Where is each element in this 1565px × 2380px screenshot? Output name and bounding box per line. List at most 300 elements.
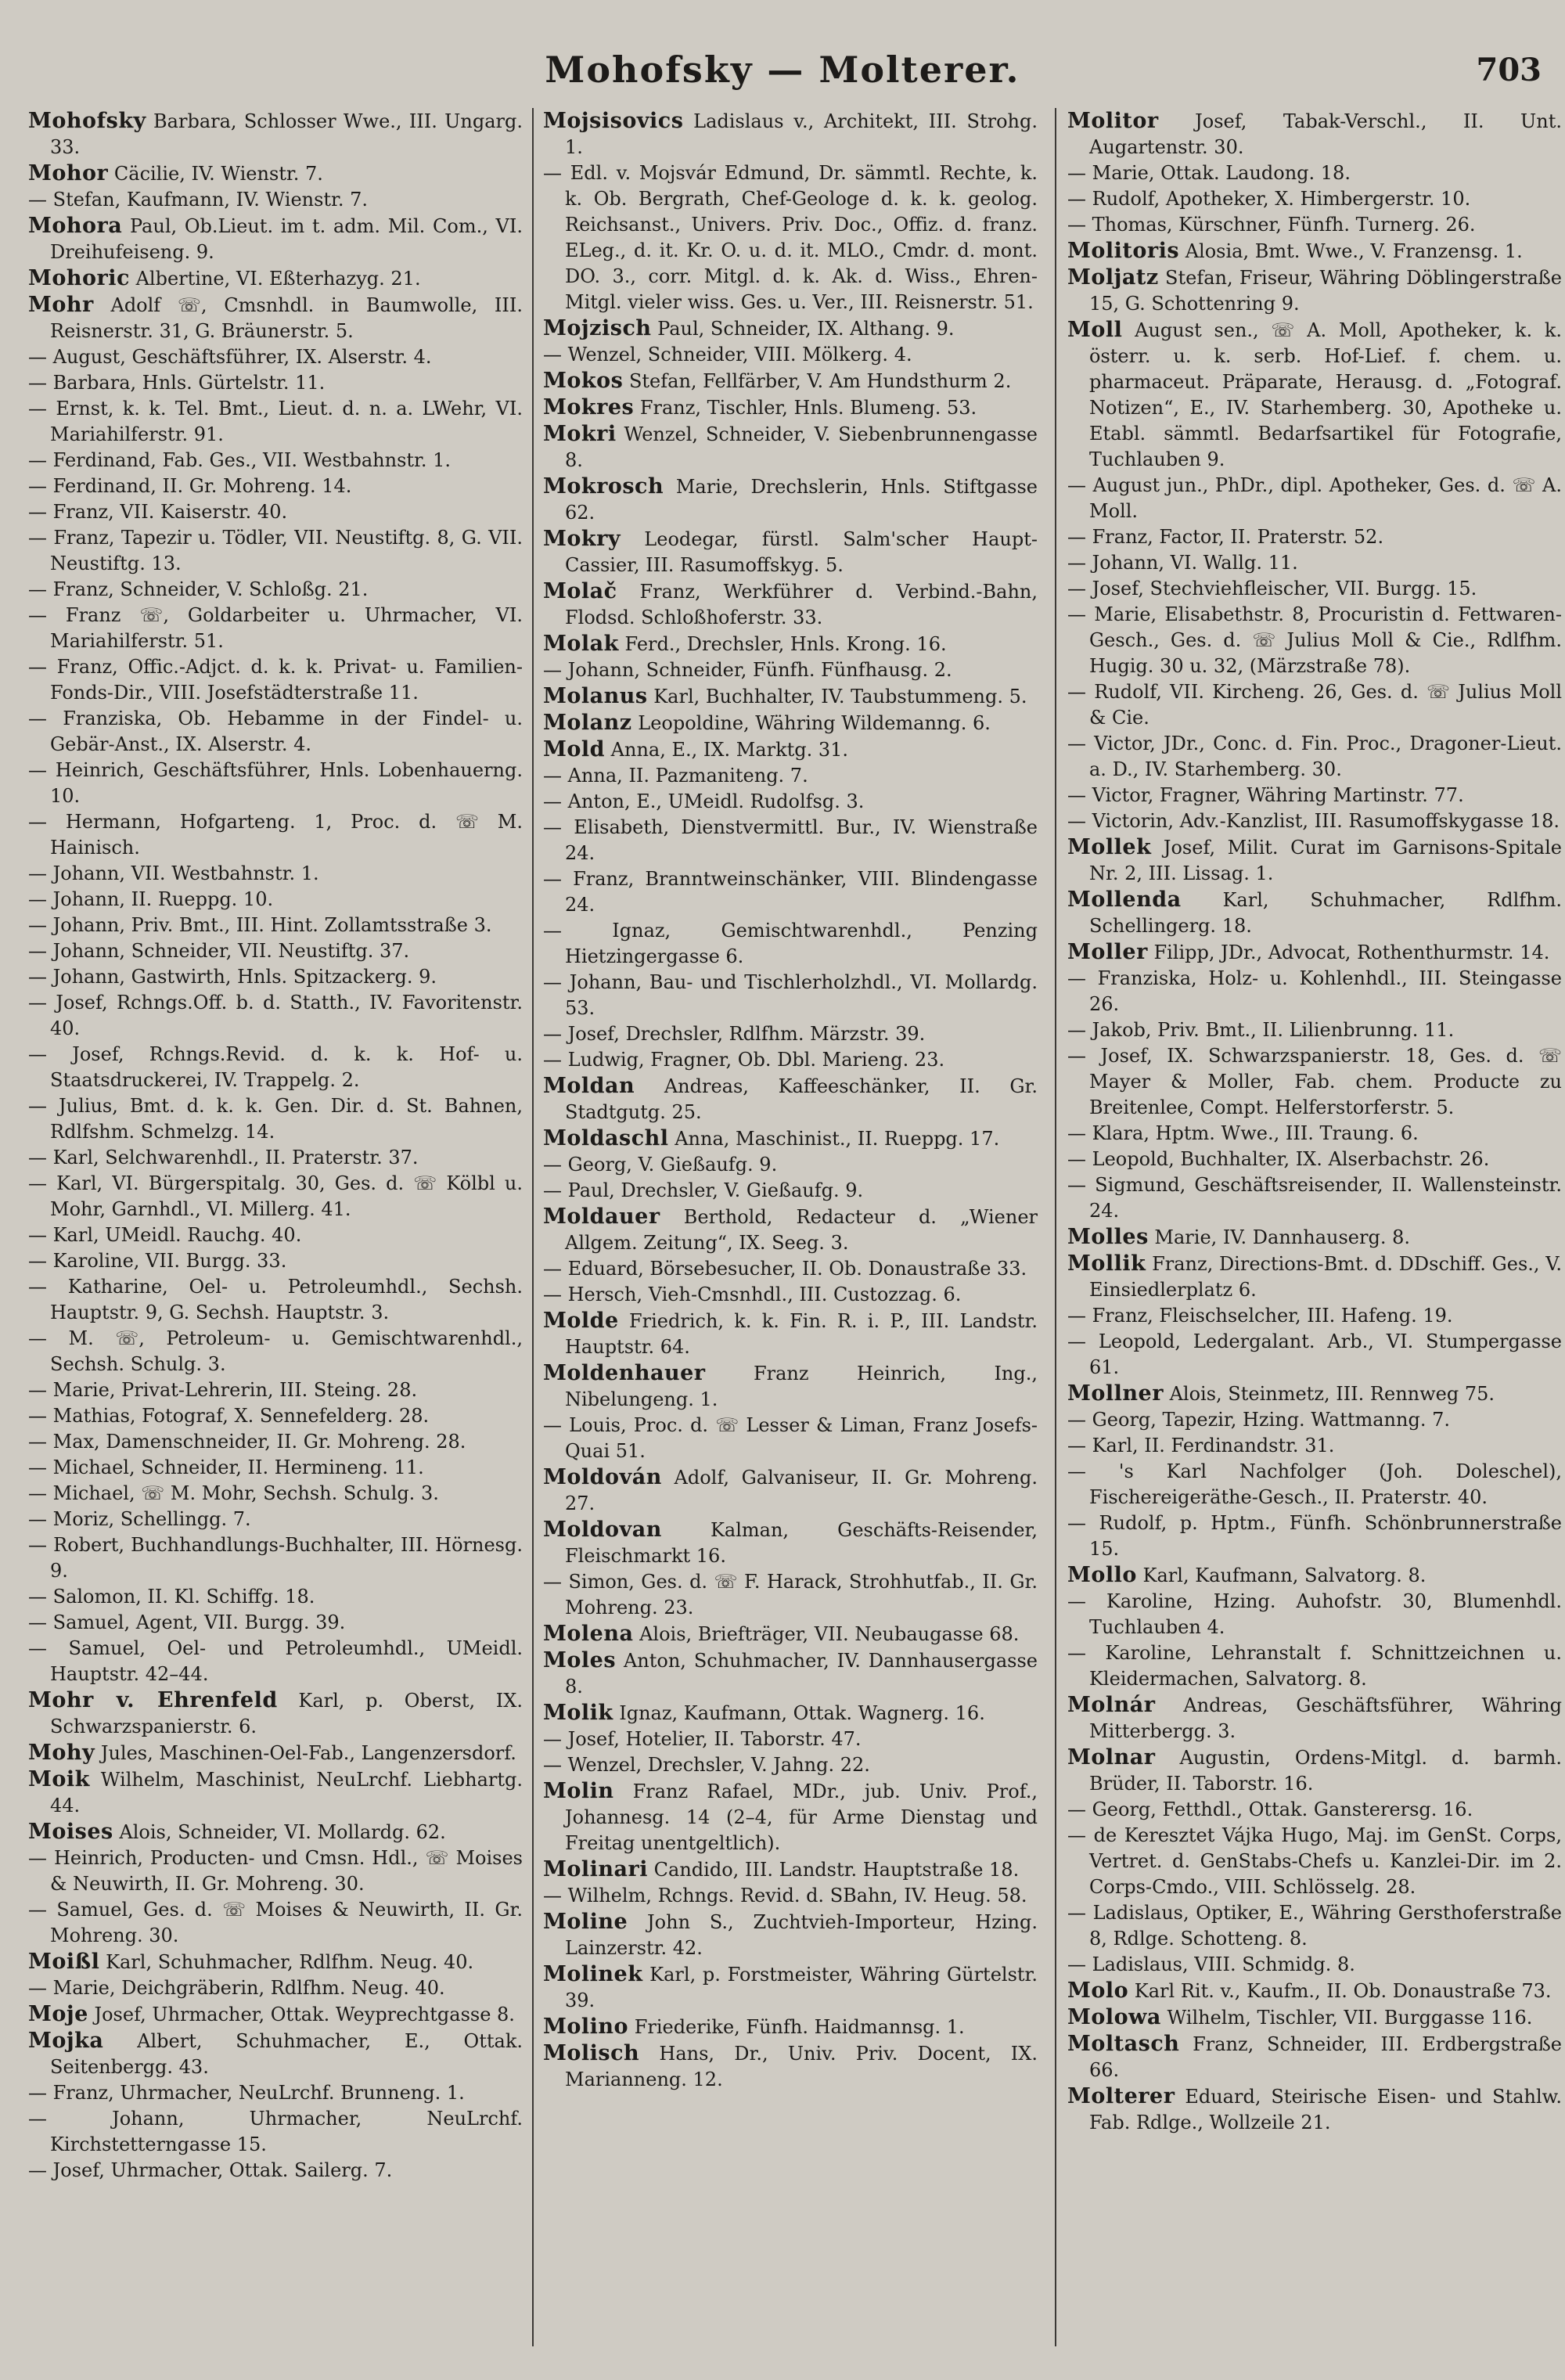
entry-details: — Heinrich, Producten- und Cmsn. Hdl., ☏ Moises & Neuwirth, II. Gr. Mohreng. 30.	[28, 1847, 523, 1895]
entry-details: — Samuel, Agent, VII. Burgg. 39.	[28, 1611, 346, 1633]
entry-details: — Thomas, Kürschner, Fünfh. Turnerg. 26.	[1067, 214, 1476, 236]
entry-details: — Karl, VI. Bürgerspitalg. 30, Ges. d. ☏ Kölbl u. Mohr, Garnhdl., VI. Millerg. 41.	[28, 1172, 523, 1220]
entry-details: — Karoline, VII. Burgg. 33.	[28, 1250, 287, 1272]
directory-entry	[543, 1125, 1038, 1152]
entry-details: Alosia, Bmt. Wwe., V. Franzensg. 1.	[1179, 240, 1523, 262]
entry-surname: Molnár	[1067, 1693, 1156, 1717]
entry-details: — Anna, II. Pazmaniteng. 7.	[543, 765, 808, 787]
entry-details: Paul, Schneider, IX. Althang. 9.	[651, 318, 955, 340]
entry-details: — Wenzel, Schneider, VIII. Mölkerg. 4.	[543, 344, 912, 365]
entry-details: — Georg, Tapezir, Hzing. Wattmanng. 7.	[1067, 1409, 1450, 1431]
directory-entry	[543, 1517, 1038, 1569]
directory-entry	[28, 2001, 523, 2028]
directory-entry	[28, 1975, 523, 2001]
entry-details: — Johann, II. Rueppg. 10.	[28, 888, 274, 910]
directory-entry	[28, 370, 523, 396]
entry-details: — Heinrich, Geschäftsführer, Hnls. Lobenhauerng. 10.	[28, 759, 523, 807]
entry-surname: Molnar	[1067, 1745, 1156, 1770]
entry-surname: Moje	[28, 2002, 88, 2026]
directory-entry	[28, 809, 523, 861]
entry-details: Josef, Uhrmacher, Ottak. Weyprechtgasse 8.	[88, 2004, 515, 2025]
column-2	[543, 108, 1038, 2362]
entry-details: — Louis, Proc. d. ☏ Lesser & Liman, Franz Josefs-Quai 51.	[543, 1414, 1038, 1462]
entry-details: — Marie, Privat-Lehrerin, III. Steing. 28.	[28, 1379, 418, 1401]
entry-details: — Franziska, Holz- u. Kohlenhdl., III. Steingasse 26.	[1067, 967, 1562, 1015]
directory-entry	[28, 265, 523, 292]
entry-details: Friedrich, k. k. Fin. R. i. P., III. Landstr. Hauptstr. 64.	[565, 1310, 1038, 1358]
directory-entry	[28, 2080, 523, 2106]
entry-surname: Moldenhauer	[543, 1361, 706, 1385]
entry-details: Alois, Briefträger, VII. Neubaugasse 68.	[633, 1623, 1020, 1645]
directory-entry	[1067, 186, 1562, 212]
directory-entry	[28, 473, 523, 499]
directory-entry	[28, 1845, 523, 1897]
entry-surname: Mollner	[1067, 1381, 1164, 1406]
entry-details: Berthold, Redacteur d. „Wiener Allgem. Zeitung“, IX. Seeg. 3.	[565, 1206, 1038, 1254]
directory-entry	[543, 2014, 1038, 2040]
entry-details: Filipp, JDr., Advocat, Rothenthurmstr. 14.	[1147, 942, 1550, 963]
directory-entry	[28, 1610, 523, 1636]
directory-entry	[543, 526, 1038, 578]
directory-entry	[28, 1377, 523, 1403]
entry-surname: Moldan	[543, 1074, 635, 1098]
entry-details: — Marie, Ottak. Laudong. 18.	[1067, 162, 1351, 184]
directory-entry	[1067, 1797, 1562, 1823]
entry-details: Leodegar, fürstl. Salm'scher Haupt-Cassier, III. Rasumoffskyg. 5.	[565, 528, 1038, 576]
entry-surname: Molač	[543, 579, 617, 603]
entry-details: — Paul, Drechsler, V. Gießaufg. 9.	[543, 1179, 864, 1201]
directory-entry	[28, 1507, 523, 1532]
directory-entry	[543, 1856, 1038, 1883]
entry-details: Ignaz, Kaufmann, Ottak. Wagnerg. 16.	[613, 1702, 985, 1724]
directory-entry	[543, 1282, 1038, 1308]
entry-details: — Victor, Fragner, Währing Martinstr. 77.	[1067, 784, 1464, 806]
entry-details: — Wilhelm, Rchngs. Revid. d. SBahn, IV. Heug. 58.	[543, 1885, 1027, 1907]
directory-entry	[543, 683, 1038, 710]
directory-entry	[1067, 1172, 1562, 1224]
entry-details: — Franz, VII. Kaiserstr. 40.	[28, 501, 288, 523]
entry-details: Josef, Milit. Curat im Garnisons-Spitale Nr. 2, III. Lissag. 1.	[1089, 837, 1562, 884]
entry-details: Albert, Schuhmacher, E., Ottak. Seitenbergg. 43.	[50, 2030, 523, 2078]
entry-details: — Leopold, Ledergalant. Arb., VI. Stumpergasse 61.	[1067, 1330, 1562, 1378]
entry-details: Franz Rafael, MDr., jub. Univ. Prof., Johannesg. 14 (2–4, für Arme Dienstag und Freitag unentgeltlich).	[565, 1780, 1038, 1854]
directory-entry	[1067, 966, 1562, 1017]
entry-details: — Elisabeth, Dienstvermittl. Bur., IV. Wienstraße 24.	[543, 816, 1038, 864]
directory-entry	[28, 887, 523, 913]
entry-surname: Moljatz	[1067, 265, 1159, 290]
entry-details: — Eduard, Börsebesucher, II. Ob. Donaustraße 33.	[543, 1258, 1027, 1280]
entry-details: — Barbara, Hnls. Gürtelstr. 11.	[28, 372, 326, 394]
entry-details: — Johann, VI. Wallg. 11.	[1067, 552, 1298, 574]
entry-details: Candido, III. Landstr. Hauptstraße 18.	[648, 1859, 1020, 1881]
entry-details: — Georg, Fetthdl., Ottak. Gansterersg. 16.	[1067, 1799, 1473, 1820]
directory-entry	[1067, 265, 1562, 317]
directory-entry	[1067, 731, 1562, 783]
directory-entry	[1067, 783, 1562, 808]
directory-entry	[1067, 1823, 1562, 1900]
directory-entry	[1067, 939, 1562, 966]
directory-entry	[1067, 1459, 1562, 1510]
entry-details: — de Keresztet Vájka Hugo, Maj. im GenSt. Corps, Vertret. d. GenStabs-Chefs u. Kanzlei-Dir. im 2. Corps-Cmdo., VIII. Schlösselg. 28.	[1067, 1824, 1562, 1898]
directory-entry	[28, 1326, 523, 1377]
entry-surname: Molanz	[543, 711, 632, 735]
entry-details: — Franz, Tapezir u. Tödler, VII. Neustiftg. 8, G. VII. Neustiftg. 13.	[28, 527, 523, 574]
entry-details: — Josef, Rchngs.Revid. d. k. k. Hof- u. Staatsdruckerei, IV. Trappelg. 2.	[28, 1043, 523, 1091]
directory-entry	[543, 1647, 1038, 1700]
directory-entry	[28, 1949, 523, 1975]
directory-entry	[543, 1021, 1038, 1047]
directory-entry	[543, 394, 1038, 421]
entry-details: Eduard, Steirische Eisen- und Stahlw. Fab. Rdlge., Wollzeile 21.	[1089, 2086, 1562, 2133]
entry-details: — Josef, Drechsler, Rdlfhm. Märzstr. 39.	[543, 1023, 926, 1045]
entry-details: — 's Karl Nachfolger (Joh. Doleschel), Fischereigeräthe-Gesch., II. Praterstr. 40.	[1067, 1460, 1562, 1508]
entry-surname: Molena	[543, 1622, 634, 1646]
directory-entry	[1067, 1121, 1562, 1147]
entry-details: Karl, Schuhmacher, Rdlfhm. Neug. 40.	[99, 1951, 474, 1973]
entry-surname: Mohoric	[28, 266, 130, 290]
entry-surname: Mohr v. Ehrenfeld	[28, 1688, 278, 1712]
directory-entry	[1067, 1562, 1562, 1589]
directory-entry	[1067, 808, 1562, 834]
directory-entry	[543, 315, 1038, 342]
directory-entry	[543, 736, 1038, 763]
entry-details: — Josef, Stechviehfleischer, VII. Burgg. 15.	[1067, 578, 1477, 600]
entry-surname: Mojka	[28, 2029, 104, 2053]
entry-details: — August jun., PhDr., dipl. Apotheker, Ges. d. ☏ A. Moll.	[1067, 474, 1562, 522]
entry-surname: Moldovan	[543, 1518, 662, 1542]
column-divider	[1055, 108, 1056, 2346]
entry-details: — Ladislaus, VIII. Schmidg. 8.	[1067, 1953, 1355, 1975]
directory-entry	[1067, 1952, 1562, 1978]
entry-details: John S., Zuchtvieh-Importeur, Hzing. Lainzerstr. 42.	[565, 1911, 1038, 1959]
entry-details: — Julius, Bmt. d. k. k. Gen. Dir. d. St. Bahnen, Rdlfshm. Schmelzg. 14.	[28, 1095, 523, 1143]
directory-entry	[543, 1047, 1038, 1073]
entry-details: Josef, Tabak-Verschl., II. Unt. Augartenstr. 30.	[1089, 110, 1562, 158]
entry-details: Adolf ☏, Cmsnhdl. in Baumwolle, III. Reisnerstr. 31, G. Bräunerstr. 5.	[50, 294, 523, 342]
entry-details: — Ignaz, Gemischtwarenhdl., Penzing Hietzingergasse 6.	[543, 920, 1038, 967]
entry-details: — Franz, Factor, II. Praterstr. 52.	[1067, 526, 1384, 548]
entry-details: Ferd., Drechsler, Hnls. Krong. 16.	[618, 633, 947, 655]
directory-entry	[28, 1819, 523, 1845]
directory-entry	[28, 964, 523, 990]
directory-entry	[1067, 1744, 1562, 1797]
entry-details: Karl, p. Oberst, IX. Schwarzspanierstr. 6.	[50, 1690, 523, 1737]
directory-entry	[543, 473, 1038, 526]
entry-surname: Moik	[28, 1767, 90, 1791]
entry-details: — Ferdinand, Fab. Ges., VII. Westbahnstr. 1.	[28, 449, 452, 471]
entry-details: — Max, Damenschneider, II. Gr. Mohreng. 28.	[28, 1431, 466, 1453]
directory-entry	[28, 396, 523, 448]
running-head: Mohofsky — Molterer.	[545, 49, 1020, 91]
directory-entry	[543, 2040, 1038, 2093]
entry-surname: Mohor	[28, 161, 109, 185]
directory-entry	[28, 160, 523, 187]
entry-details: Karl Rit. v., Kaufm., II. Ob. Donaustraße 73.	[1128, 1980, 1552, 2002]
entry-details: — Franziska, Ob. Hebamme in der Findel- u. Gebär-Anst., IX. Alserstr. 4.	[28, 708, 523, 755]
entry-details: Anton, Schuhmacher, IV. Dannhausergasse 8.	[565, 1650, 1038, 1698]
directory-entry	[543, 1700, 1038, 1726]
directory-entry	[28, 577, 523, 603]
directory-entry	[28, 1532, 523, 1584]
directory-entry	[28, 2158, 523, 2184]
directory-entry	[543, 421, 1038, 473]
entry-surname: Molanus	[543, 684, 648, 708]
directory-entry	[28, 1042, 523, 1093]
directory-entry	[28, 1897, 523, 1949]
entry-details: — Marie, Deichgräberin, Rdlfhm. Neug. 40.	[28, 1977, 445, 1999]
directory-entry	[28, 2028, 523, 2080]
entry-details: Karl, Kaufmann, Salvatorg. 8.	[1136, 1564, 1426, 1586]
directory-entry	[1067, 2031, 1562, 2083]
column-divider	[532, 108, 534, 2346]
entry-details: — Johann, VII. Westbahnstr. 1.	[28, 862, 319, 884]
entry-details: Hans, Dr., Univ. Priv. Docent, IX. Marianneng. 12.	[565, 2043, 1038, 2090]
directory-entry	[28, 1222, 523, 1248]
entry-details: Stefan, Fellfärber, V. Am Hundsthurm 2.	[623, 370, 1012, 392]
directory-entry	[1067, 1043, 1562, 1121]
entry-details: — Katharine, Oel- u. Petroleumhdl., Sechsh. Hauptstr. 9, G. Sechsh. Hauptstr. 3.	[28, 1276, 523, 1323]
directory-entry	[543, 368, 1038, 394]
entry-details: — Leopold, Buchhalter, IX. Alserbachstr. 26.	[1067, 1148, 1490, 1170]
directory-entry	[28, 603, 523, 654]
entry-details: — Karoline, Lehranstalt f. Schnittzeichnen u. Kleidermachen, Salvatorg. 8.	[1067, 1642, 1562, 1690]
directory-entry	[543, 1178, 1038, 1204]
directory-entry	[543, 1883, 1038, 1909]
directory-entry	[28, 1455, 523, 1481]
directory-entry	[28, 758, 523, 809]
directory-entry	[1067, 602, 1562, 679]
directory-entry	[28, 1481, 523, 1507]
entry-surname: Molinek	[543, 1962, 643, 1986]
directory-entry	[543, 815, 1038, 866]
directory-entry	[1067, 2004, 1562, 2031]
entry-details: — Josef, IX. Schwarzspanierstr. 18, Ges. d. ☏ Mayer & Moller, Fab. chem. Producte zu Breitenlee, Compt. Helferstorferstr. 5.	[1067, 1045, 1562, 1118]
entry-surname: Mohofsky	[28, 109, 146, 133]
entry-details: — Marie, Elisabethstr. 8, Procuristin d. Fettwaren-Gesch., Ges. d. ☏ Julius Moll & Cie., Rdlfhm. Hugig. 30 u. 32, (Märzstraße 78).	[1067, 603, 1562, 677]
directory-entry	[543, 763, 1038, 789]
entry-surname: Mokos	[543, 369, 624, 393]
entry-details: — Jakob, Priv. Bmt., II. Lilienbrunng. 11.	[1067, 1019, 1455, 1041]
entry-surname: Molowa	[1067, 2005, 1161, 2029]
directory-entry	[543, 1569, 1038, 1621]
entry-details: — Karoline, Hzing. Auhofstr. 30, Blumenhdl. Tuchlauben 4.	[1067, 1590, 1562, 1638]
column-3	[1067, 108, 1562, 2362]
entry-surname: Mokry	[543, 527, 621, 551]
page-header	[0, 49, 1565, 95]
entry-details: Franz, Directions-Bmt. d. DDschiff. Ges., V. Einsiedlerplatz 6.	[1089, 1253, 1562, 1301]
entry-details: August sen., ☏ A. Moll, Apotheker, k. k. österr. u. k. serb. Hof-Lief. f. chem. u. pharmaceut. Präparate, Herausg. d. „Fotograf. Notizen“, E., IV. Starhemberg. 30, Apotheke u. Etabl. sämmtl. Bedarfsartikel für Fotografie, Tuchlauben 9.	[1089, 319, 1562, 470]
entry-details: — Mathias, Fotograf, X. Sennefelderg. 28.	[28, 1405, 430, 1427]
entry-surname: Molisch	[543, 2041, 640, 2065]
entry-details: Augustin, Ordens-Mitgl. d. barmh. Brüder, II. Taborstr. 16.	[1089, 1747, 1562, 1795]
entry-details: — Johann, Gastwirth, Hnls. Spitzackerg. 9.	[28, 966, 437, 988]
directory-entry	[1067, 1433, 1562, 1459]
entry-surname: Molin	[543, 1779, 614, 1803]
directory-entry	[1067, 1900, 1562, 1952]
directory-entry	[28, 913, 523, 938]
directory-entry	[1067, 1303, 1562, 1329]
entry-surname: Moises	[28, 1820, 113, 1844]
directory-entry	[543, 1073, 1038, 1125]
directory-entry	[28, 2106, 523, 2158]
entry-surname: Moll	[1067, 318, 1123, 342]
entry-surname: Molo	[1067, 1979, 1129, 2003]
entry-surname: Molak	[543, 632, 619, 656]
entry-surname: Molitoris	[1067, 239, 1180, 263]
directory-entry	[543, 710, 1038, 736]
directory-entry	[1067, 1640, 1562, 1692]
entry-details: — Josef, Uhrmacher, Ottak. Sailerg. 7.	[28, 2159, 393, 2181]
directory-entry	[1067, 576, 1562, 602]
directory-entry	[28, 990, 523, 1042]
entry-surname: Molitor	[1067, 109, 1159, 133]
entry-details: — Salomon, II. Kl. Schiffg. 18.	[28, 1586, 315, 1608]
directory-entry	[1067, 1407, 1562, 1433]
directory-entry	[543, 578, 1038, 631]
entry-details: — Michael, Schneider, II. Hermineng. 11.	[28, 1456, 424, 1478]
entry-surname: Mohora	[28, 214, 123, 238]
entry-details: — Edl. v. Mojsvár Edmund, Dr. sämmtl. Rechte, k. k. Ob. Bergrath, Chef-Geologe d. k. k. geolog. Reichsanst., Univers. Priv. Doc., Offiz. d. franz. ELeg., d. it. Kr. O. u. d. it. MLO., Cmdr. d. mont. DO. 3., corr. Mitgl. d. k. Ak. d. Wiss., Ehren-Mitgl. vieler wiss. Ges. u. Ver., III. Reisnerstr. 51.	[543, 162, 1038, 313]
directory-entry	[1067, 2083, 1562, 2136]
entry-surname: Mollik	[1067, 1251, 1146, 1276]
entry-details: — Franz, Schneider, V. Schloßg. 21.	[28, 578, 369, 600]
entry-details: Franz, Tischler, Hnls. Blumeng. 53.	[634, 397, 977, 419]
directory-entry	[28, 861, 523, 887]
entry-details: Karl, Schuhmacher, Rdlfhm. Schellingerg. 18.	[1089, 889, 1562, 937]
directory-entry	[28, 213, 523, 265]
directory-entry	[28, 1429, 523, 1455]
directory-entry	[28, 1636, 523, 1687]
entry-details: Andreas, Kaffeeschänker, II. Gr. Stadtgutg. 25.	[565, 1075, 1038, 1123]
entry-details: — Simon, Ges. d. ☏ F. Harack, Strohhutfab., II. Gr. Mohreng. 23.	[543, 1571, 1038, 1618]
entry-surname: Mojsisovics	[543, 109, 684, 133]
entry-details: — Wenzel, Drechsler, V. Jahng. 22.	[543, 1754, 870, 1776]
entry-details: Barbara, Schlosser Wwe., III. Ungarg. 33.	[50, 110, 523, 158]
directory-entry	[28, 1145, 523, 1171]
entry-details: Ladislaus v., Architekt, III. Strohg. 1.	[565, 110, 1038, 158]
entry-details: Paul, Ob.Lieut. im t. adm. Mil. Com., VI. Dreihufeiseng. 9.	[50, 215, 523, 263]
entry-details: — Ferdinand, II. Gr. Mohreng. 14.	[28, 475, 352, 497]
entry-details: Wilhelm, Maschinist, NeuLrchf. Liebhartg. 44.	[50, 1769, 523, 1817]
directory-entry	[28, 344, 523, 370]
entry-details: — Johann, Schneider, Fünfh. Fünfhausg. 2.	[543, 659, 952, 681]
entry-details: Marie, Drechslerin, Hnls. Stiftgasse 62.	[565, 476, 1038, 524]
directory-entry	[543, 970, 1038, 1021]
directory-entry	[543, 342, 1038, 368]
directory-entry	[28, 1093, 523, 1145]
directory-entry	[28, 938, 523, 964]
entry-details: — Victor, JDr., Conc. d. Fin. Proc., Dragoner-Lieut. a. D., IV. Starhemberg. 30.	[1067, 733, 1562, 780]
entry-details: — Johann, Priv. Bmt., III. Hint. Zollamtsstraße 3.	[28, 914, 492, 936]
directory-entry	[28, 448, 523, 473]
entry-details: Wilhelm, Tischler, VII. Burggasse 116.	[1160, 2007, 1533, 2029]
entry-details: — Hermann, Hofgarteng. 1, Proc. d. ☏ M. Hainisch.	[28, 811, 523, 859]
directory-entry	[28, 654, 523, 706]
entry-details: — Ludwig, Fragner, Ob. Dbl. Marieng. 23.	[543, 1049, 945, 1071]
directory-entry	[1067, 1510, 1562, 1562]
entry-surname: Moltasch	[1067, 2032, 1180, 2056]
directory-entry	[1067, 524, 1562, 550]
entry-details: — Ernst, k. k. Tel. Bmt., Lieut. d. n. a. LWehr, VI. Mariahilferstr. 91.	[28, 398, 523, 445]
entry-details: — Franz, Branntweinschänker, VIII. Blindengasse 24.	[543, 868, 1038, 916]
directory-entry	[543, 789, 1038, 815]
directory-entry	[1067, 1329, 1562, 1381]
entry-details: — Franz, Uhrmacher, NeuLrchf. Brunneng. 1.	[28, 2082, 465, 2104]
directory-entry	[28, 1687, 523, 1740]
directory-entry	[1067, 679, 1562, 731]
directory-entry	[1067, 160, 1562, 186]
entry-details: — Johann, Bau- und Tischlerholzhdl., VI. Mollardg. 53.	[543, 971, 1038, 1019]
entry-details: — Michael, ☏ M. Mohr, Sechsh. Schulg. 3.	[28, 1482, 439, 1504]
entry-details: Adolf, Galvaniseur, II. Gr. Mohreng. 27.	[565, 1467, 1038, 1514]
directory-entry	[1067, 887, 1562, 939]
directory-entry	[28, 1274, 523, 1326]
directory-entry	[543, 657, 1038, 683]
entry-surname: Mojzisch	[543, 316, 652, 340]
entry-details: — Rudolf, VII. Kircheng. 26, Ges. d. ☏ Julius Moll & Cie.	[1067, 681, 1562, 729]
directory-entry	[1067, 1224, 1562, 1251]
entry-surname: Molinari	[543, 1857, 649, 1881]
directory-entry	[1067, 212, 1562, 238]
directory-entry	[28, 1584, 523, 1610]
entry-details: Karl, Buchhalter, IV. Taubstummeng. 5.	[647, 686, 1027, 708]
directory-entry	[1067, 1381, 1562, 1407]
entry-details: — Rudolf, Apotheker, X. Himbergerstr. 10.	[1067, 188, 1471, 210]
entry-details: — Robert, Buchhandlungs-Buchhalter, III. Hörnesg. 9.	[28, 1534, 523, 1582]
entry-details: — Johann, Uhrmacher, NeuLrchf. Kirchstetterngasse 15.	[28, 2108, 523, 2155]
directory-entry	[1067, 108, 1562, 160]
entry-surname: Mohr	[28, 293, 94, 317]
directory-entry	[543, 1413, 1038, 1464]
column-1	[28, 108, 523, 2362]
directory-entry	[1067, 473, 1562, 524]
entry-details: Kalman, Geschäfts-Reisender, Fleischmarkt 16.	[565, 1519, 1038, 1567]
entry-surname: Moles	[543, 1648, 617, 1672]
entry-surname: Moldauer	[543, 1204, 660, 1229]
directory-entry	[543, 918, 1038, 970]
entry-details: Albertine, VI. Eßterhazyg. 21.	[129, 268, 421, 290]
directory-entry	[543, 1909, 1038, 1961]
directory-entry	[543, 1152, 1038, 1178]
directory-entry	[28, 292, 523, 344]
entry-details: — Karl, Selchwarenhdl., II. Praterstr. 37.	[28, 1147, 419, 1168]
entry-surname: Mohy	[28, 1741, 95, 1765]
entry-details: — Anton, E., UMeidl. Rudolfsg. 3.	[543, 790, 865, 812]
entry-details: — Karl, II. Ferdinandstr. 31.	[1067, 1435, 1335, 1456]
page-number: 703	[1476, 52, 1542, 88]
entry-details: Karl, p. Forstmeister, Währing Gürtelstr. 39.	[565, 1964, 1038, 2011]
directory-entry	[543, 1621, 1038, 1647]
entry-surname: Mollenda	[1067, 888, 1182, 912]
directory-entry	[28, 525, 523, 577]
entry-details: Cäcilie, IV. Wienstr. 7.	[108, 163, 323, 185]
entry-details: Franz, Schneider, III. Erdbergstraße 66.	[1089, 2033, 1562, 2081]
entry-details: — Georg, V. Gießaufg. 9.	[543, 1154, 778, 1176]
directory-entry	[543, 1464, 1038, 1517]
entry-surname: Mold	[543, 737, 606, 762]
directory-entry	[543, 108, 1038, 160]
directory-entry	[543, 160, 1038, 315]
entry-surname: Mollo	[1067, 1563, 1137, 1587]
entry-details: Alois, Steinmetz, III. Rennweg 75.	[1163, 1383, 1495, 1405]
entry-surname: Moller	[1067, 940, 1148, 964]
directory-entry	[1067, 1589, 1562, 1640]
directory-entry	[28, 1766, 523, 1819]
entry-surname: Moldován	[543, 1465, 662, 1489]
directory-entry	[543, 1961, 1038, 2014]
directory-entry	[28, 706, 523, 758]
directory-entry	[543, 1204, 1038, 1256]
